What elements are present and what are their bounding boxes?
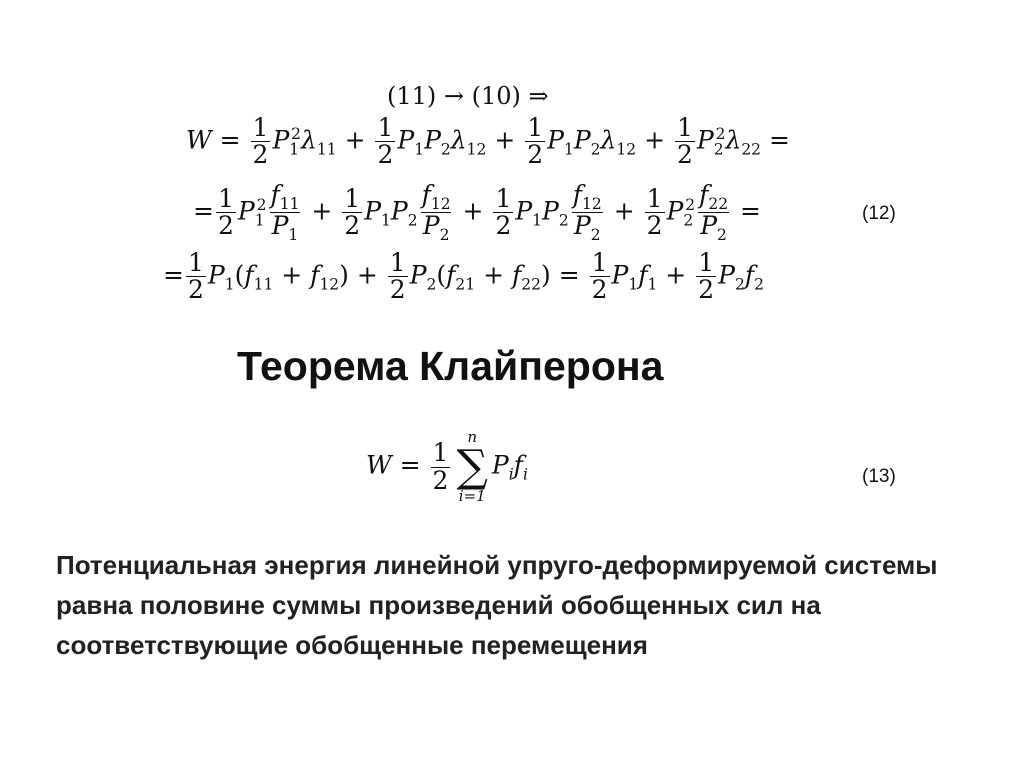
equation-line-1: W = $\frac{1}{2}$ $P_1^2\lambda_{11}$ + $\frac{1}{2}$ $P_1P_2\lambda_{12}$ + $\frac{1}{2}$ $P_1P_2\lambda_{12}$ + $\frac{1}{2}$ $P_2^2\lambda_{22}$ = bbox=[186, 113, 790, 170]
equation-line-2: = $\frac{1}{2}$ $P_1^2$ $\frac{f_{11}}{P_1}$ + $\frac{1}{2}$ $P_1P_2$ $\frac{f_{12}}{P_2}$ + $\frac{1}{2}$ $P_1P_2$ $\frac{f_{12}}{P_2}$ + $\frac{1}{2}$ $P_2^2$ $\frac{f_{22}}{P_2}$ = bbox=[193, 180, 761, 245]
equation-13-number: (13) bbox=[862, 466, 896, 487]
equation-12-number: (12) bbox=[862, 203, 896, 224]
equation-line-3: = $\frac{1}{2}$ $P_1(f_{11} + f_{12})$ + $\frac{1}{2}$ $P_2(f_{21} + f_{22})$ = $\frac{1}{2}$ $P_1f_1$ + $\frac{1}{2}$ $P_2f_2$ bbox=[163, 248, 764, 305]
theorem-statement: Потенциальная энергия линейной упруго-деформируемой системы равна половине суммы произведений обобщенных сил на соответствующие обобщенные перемещения bbox=[56, 550, 938, 660]
equation-13: W = $\frac{1}{2}$ n ∑ i=1 $P_if_i$ bbox=[366, 428, 528, 505]
header-line: (11) → (10) ⇒ bbox=[387, 82, 549, 110]
theorem-title: Теорема Клайперона bbox=[237, 343, 664, 389]
